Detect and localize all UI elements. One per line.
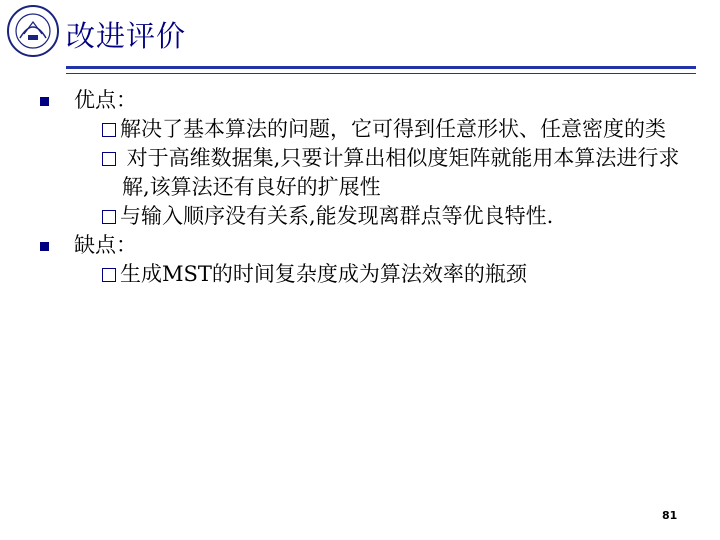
square-bullet-icon (40, 242, 49, 251)
section-heading: 优点： (74, 88, 137, 112)
checkbox-bullet-icon (102, 123, 116, 137)
list-item-text: 解决了基本算法的问题，它可得到任意形状、任意密度的类 (120, 117, 666, 141)
square-bullet-icon (40, 97, 49, 106)
list-item-text: 生成MST的时间复杂度成为算法效率的瓶颈 (120, 262, 527, 286)
title-rule-thick (66, 66, 696, 69)
list-item (64, 260, 700, 289)
section-cons (40, 231, 700, 260)
section-pros (40, 86, 700, 115)
title-rule-thin (66, 73, 696, 74)
checkbox-bullet-icon (102, 152, 116, 166)
slide-title: 改进评价 (66, 19, 187, 53)
page-number: 81 (662, 509, 678, 522)
checkbox-bullet-icon (102, 210, 116, 224)
list-item (64, 144, 700, 202)
slide-content (40, 86, 700, 289)
section-heading: 缺点： (74, 233, 137, 257)
university-logo (6, 4, 60, 58)
list-item (64, 115, 700, 144)
list-item (64, 202, 700, 231)
checkbox-bullet-icon (102, 268, 116, 282)
list-item-text: 与输入顺序没有关系,能发现离群点等优良特性. (120, 204, 554, 228)
list-item-text: 对于高维数据集,只要计算出相似度矩阵就能用本算法进行求解,该算法还有良好的扩展性 (120, 146, 680, 199)
